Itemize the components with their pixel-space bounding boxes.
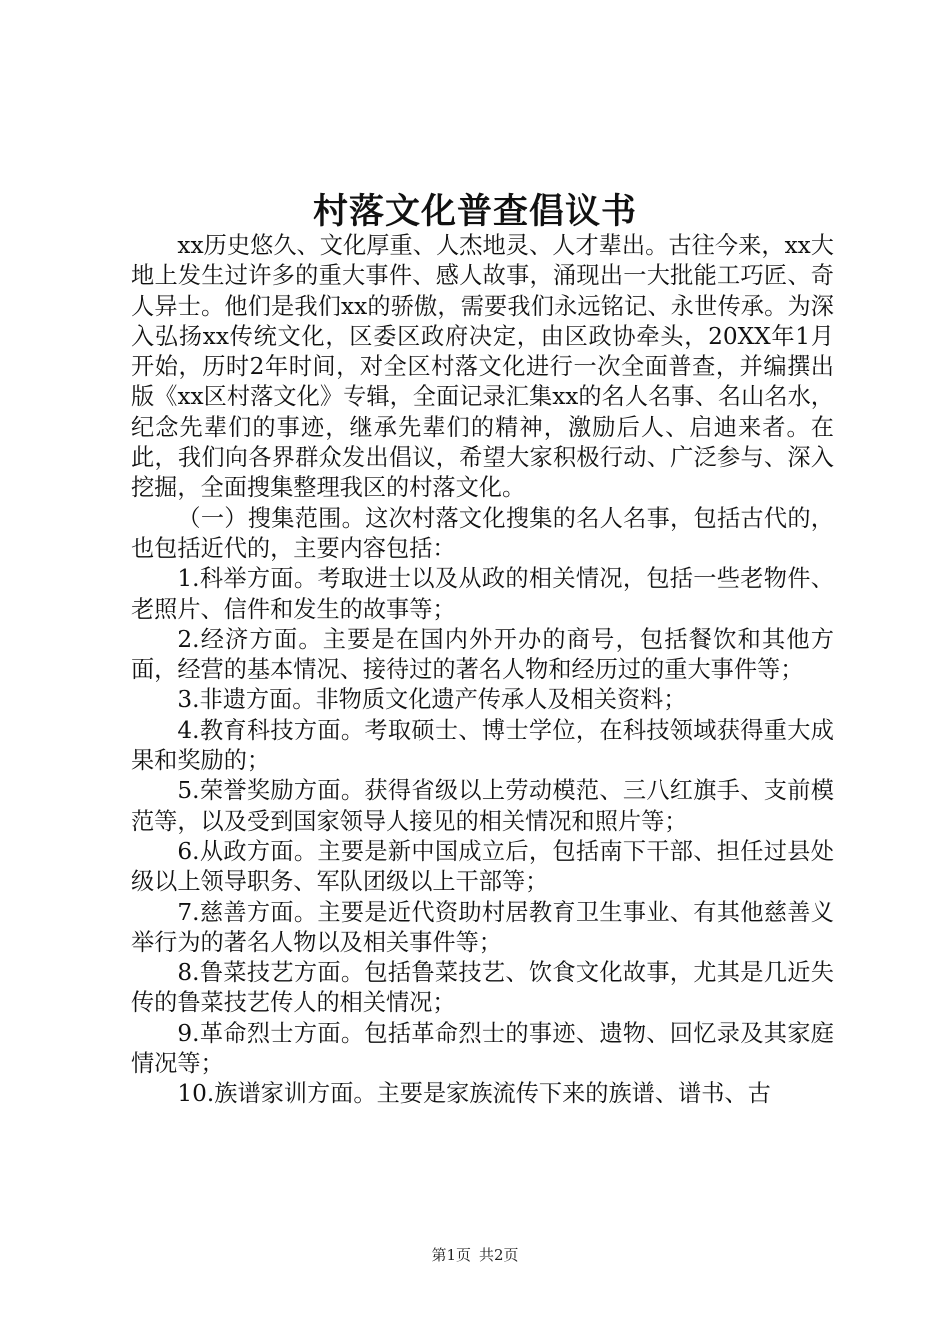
list-item-honors: 5.荣誉奖励方面。获得省级以上劳动模范、三八红旗手、支前模范等，以及受到国家领导人接见的相关情况和照片等； bbox=[131, 777, 834, 835]
list-item-cuisine: 8.鲁菜技艺方面。包括鲁菜技艺、饮食文化故事，尤其是几近失传的鲁菜技艺传人的相关情况； bbox=[131, 959, 834, 1017]
list-item-keju: 1.科举方面。考取进士以及从政的相关情况，包括一些老物件、老照片、信件和发生的故事等； bbox=[131, 565, 834, 623]
page-total: 共2页 bbox=[479, 1246, 519, 1264]
list-item-politics: 6.从政方面。主要是新中国成立后，包括南下干部、担任过县处级以上领导职务、军队团级以上干部等； bbox=[131, 837, 834, 896]
document-title: 村落文化普查倡议书 bbox=[312, 191, 637, 232]
list-item-economy: 2.经济方面。主要是在国内外开办的商号，包括餐饮和其他方面，经营的基本情况、接待过的著名人物和经历过的重大事件等； bbox=[131, 625, 834, 684]
list-item-education: 4.教育科技方面。考取硕士、博士学位，在科技领域获得重大成果和奖励的； bbox=[131, 716, 834, 775]
paragraph-scope: （一）搜集范围。这次村落文化搜集的名人名事，包括古代的，也包括近代的，主要内容包括： bbox=[131, 504, 834, 562]
paragraph-intro: xx历史悠久、文化厚重、人杰地灵、人才辈出。古往今来，xx大地上发生过许多的重大事件、感人故事，涌现出一大批能工巧匠、奇人异士。他们是我们xx的骄傲，需要我们永远铭记、永世传承。为深入弘扬xx传统文化，区委区政府决定，由区政协牵头，20XX年1月开始，历时2年时间，对全区村落文化进行一次全面普查，并编撰出版《xx区村落文化》专辑，全面记录汇集xx的名人名事、名山名水，纪念先辈们的事迹，继承先辈们的精神，激励后人、启迪来者。在此，我们向各界群众发出倡议，希望大家积极行动、广泛参与、深入挖掘，全面搜集整理我区的村落文化。 bbox=[131, 232, 834, 502]
page-footer bbox=[0, 1244, 950, 1265]
list-item-heritage: 3.非遗方面。非物质文化遗产传承人及相关资料； bbox=[177, 686, 687, 714]
document-body bbox=[131, 231, 834, 1110]
list-item-charity: 7.慈善方面。主要是近代资助村居教育卫生事业、有其他慈善义举行为的著名人物以及相关事件等； bbox=[131, 898, 834, 956]
list-item-genealogy: 10.族谱家训方面。主要是家族流传下来的族谱、谱书、古 bbox=[177, 1080, 771, 1108]
page-number: 第1页 bbox=[431, 1246, 471, 1264]
list-item-martyrs: 9.革命烈士方面。包括革命烈士的事迹、遗物、回忆录及其家庭情况等； bbox=[131, 1019, 834, 1078]
